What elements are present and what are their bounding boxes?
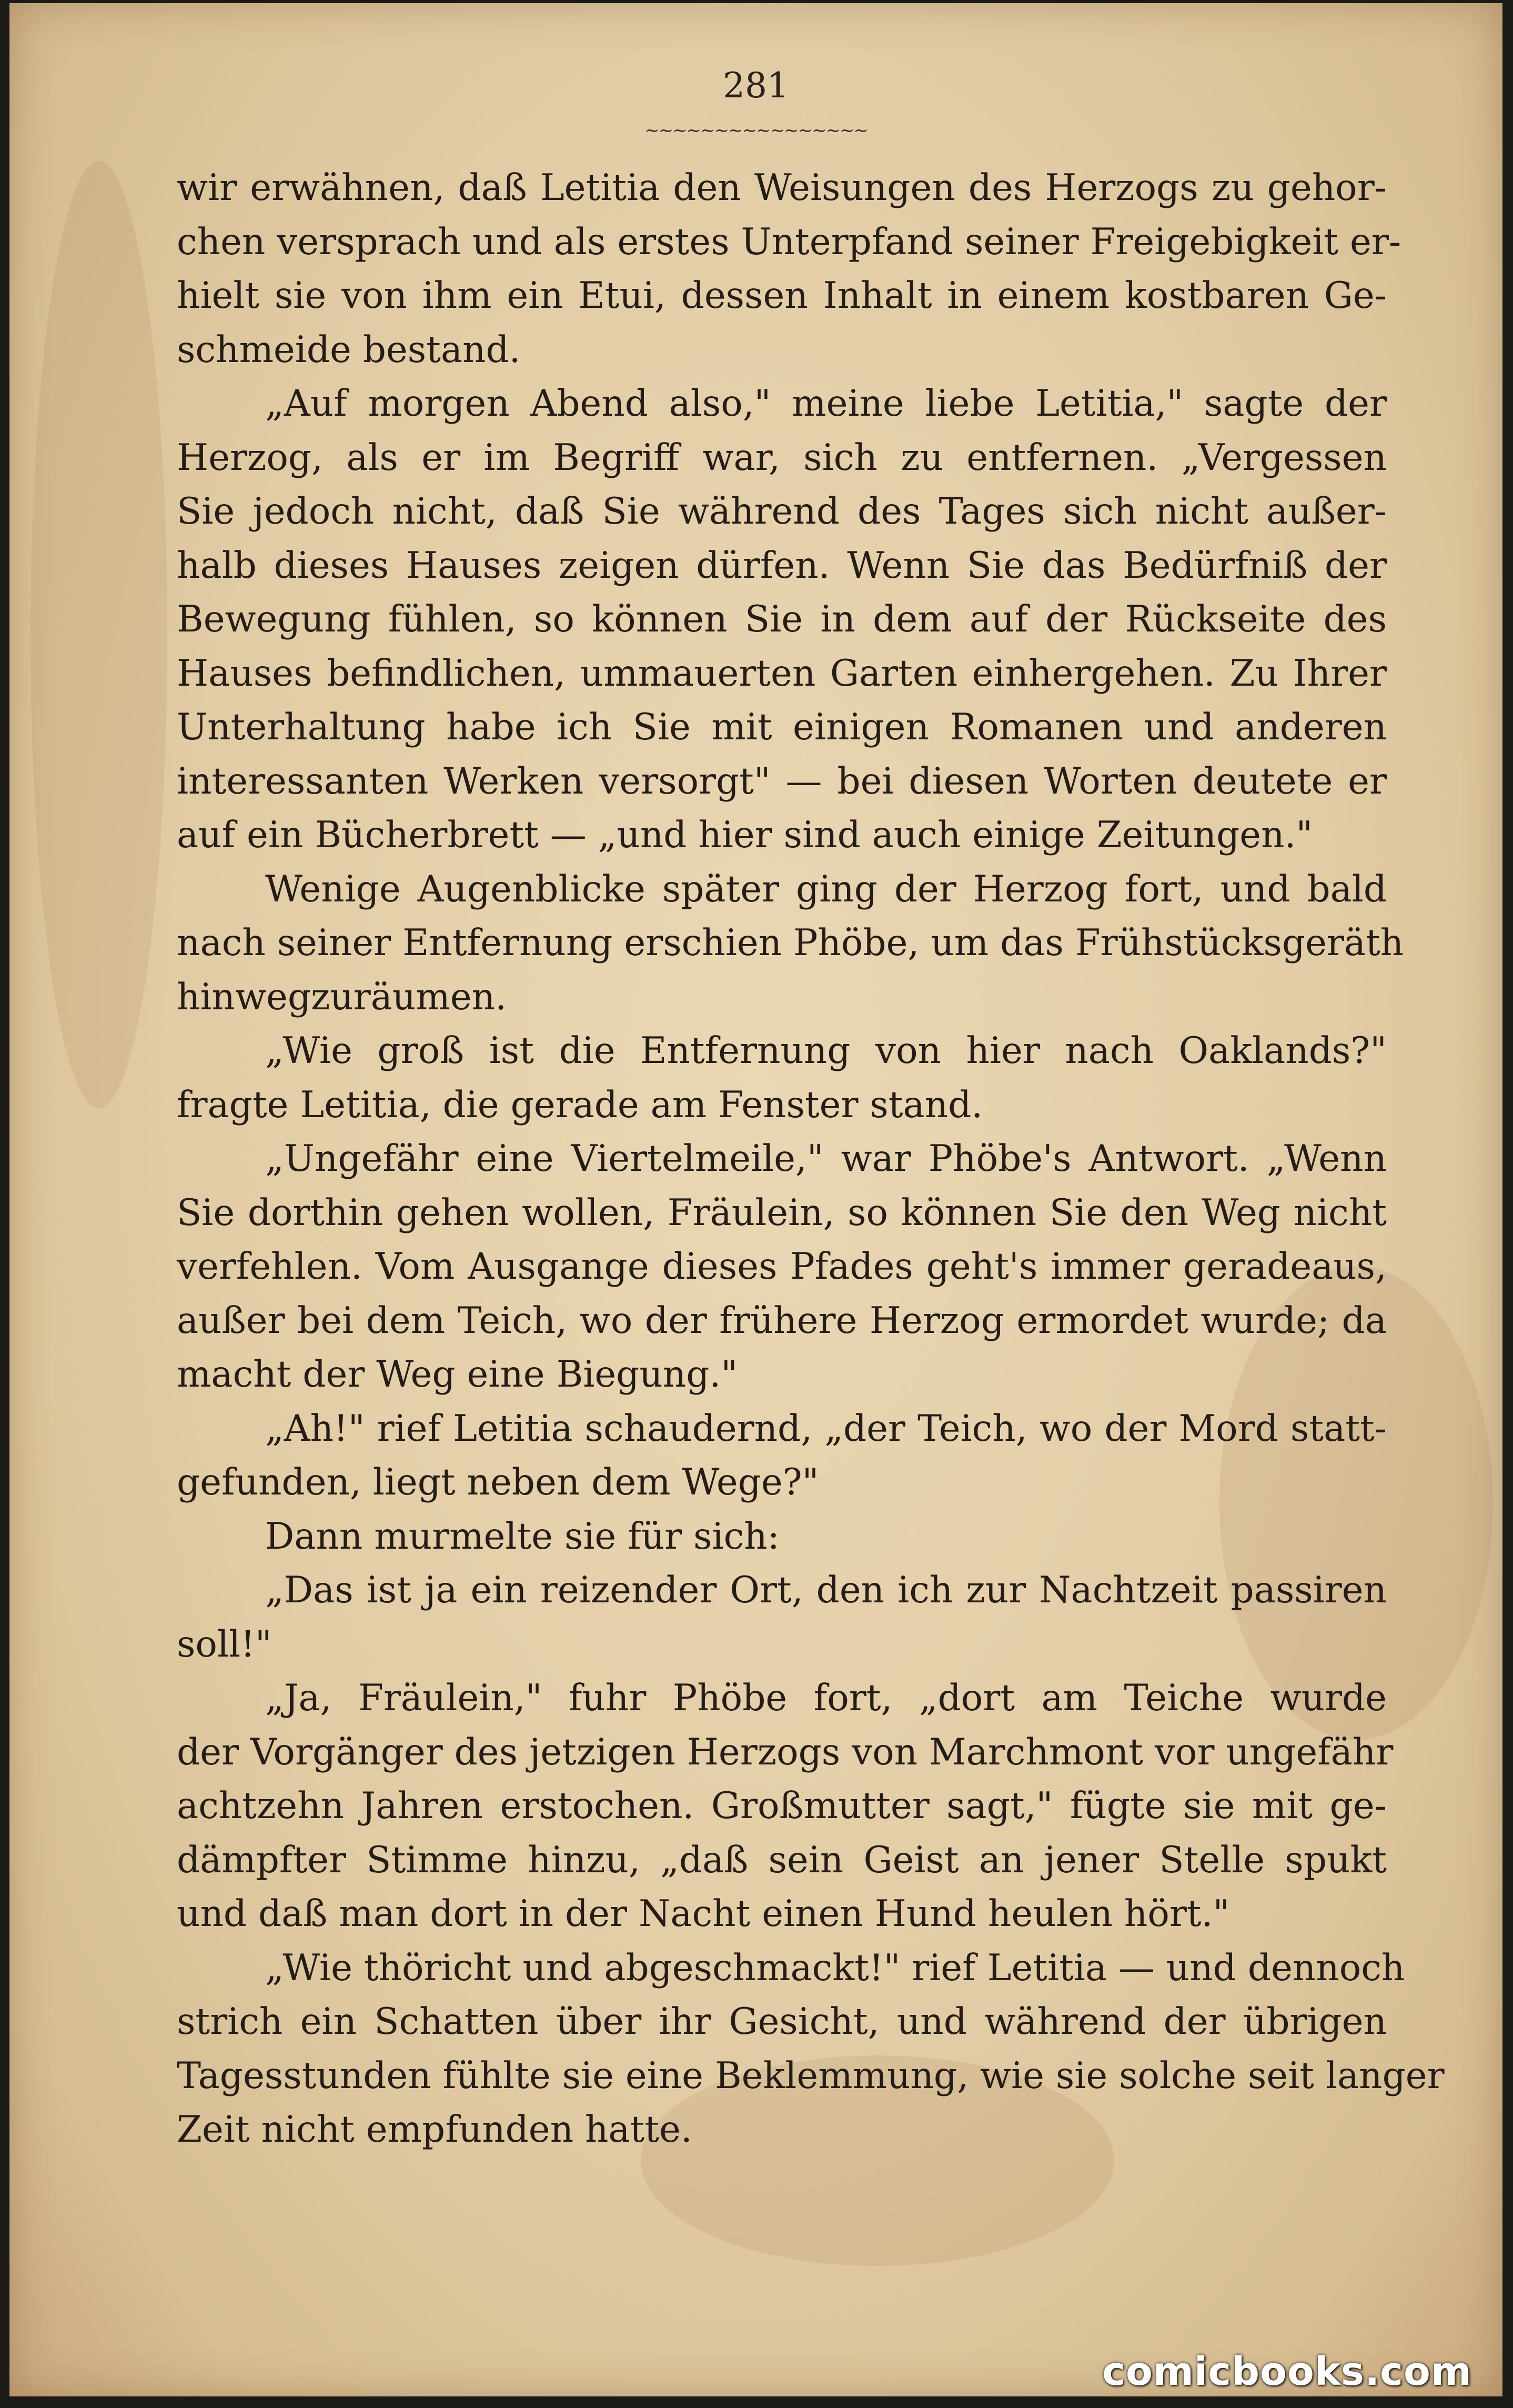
text-line: halb dieses Hauses zeigen dürfen. Wenn Sie das Bedürfniß der bbox=[177, 544, 1387, 587]
text-line: strich ein Schatten über ihr Gesicht, und während der übrigen bbox=[177, 2001, 1387, 2043]
text-line: „Auf morgen Abend also," meine liebe Letitia," sagte der bbox=[265, 383, 1387, 425]
text-line: Dann murmelte sie für sich: bbox=[265, 1515, 780, 1558]
text-line: verfehlen. Vom Ausgange dieses Pfades geht's immer geradeaus, bbox=[177, 1246, 1387, 1288]
text-line: Zeit nicht empfunden hatte. bbox=[177, 2109, 692, 2151]
text-line: „Ah!" rief Letitia schaudernd, „der Teich, wo der Mord statt- bbox=[265, 1407, 1387, 1450]
text-line: „Ja, Fräulein," fuhr Phöbe fort, „dort am Teiche wurde bbox=[265, 1677, 1387, 1719]
text-line: fragte Letitia, die gerade am Fenster stand. bbox=[177, 1083, 983, 1126]
text-line: wir erwähnen, daß Letitia den Weisungen des Herzogs zu gehor- bbox=[177, 167, 1387, 209]
text-line: Unterhaltung habe ich Sie mit einigen Romanen und anderen bbox=[177, 706, 1387, 748]
text-line: Sie jedoch nicht, daß Sie während des Tages sich nicht außer- bbox=[177, 490, 1387, 533]
text-line: „Das ist ja ein reizender Ort, den ich zur Nachtzeit passiren bbox=[265, 1569, 1387, 1611]
text-line: „Wie thöricht und abgeschmackt!" rief Letitia — und dennoch bbox=[265, 1947, 1405, 1989]
text-line: hinwegzuräumen. bbox=[177, 976, 507, 1018]
text-line: interessanten Werken versorgt" — bei diesen Worten deutete er bbox=[177, 760, 1387, 802]
text-line: Tagesstunden fühlte sie eine Beklemmung, wie sie solche seit langer bbox=[177, 2054, 1445, 2097]
text-line: Sie dorthin gehen wollen, Fräulein, so können Sie den Weg nicht bbox=[177, 1191, 1387, 1234]
text-line: achtzehn Jahren erstochen. Großmutter sagt," fügte sie mit ge- bbox=[177, 1785, 1387, 1827]
text-line: Wenige Augenblicke später ging der Herzog fort, und bald bbox=[265, 868, 1387, 910]
text-line: hielt sie von ihm ein Etui, dessen Inhalt in einem kostbaren Ge- bbox=[177, 275, 1387, 317]
text-line: „Wie groß ist die Entfernung von hier nach Oaklands?" bbox=[265, 1030, 1387, 1072]
page-number: 281 bbox=[723, 65, 789, 106]
decorative-rule: ~~~~~~~~~~~~~~~~ bbox=[644, 120, 868, 141]
text-line: chen versprach und als erstes Unterpfand seiner Freigebigkeit er- bbox=[177, 220, 1401, 263]
text-line: „Ungefähr eine Viertelmeile," war Phöbe's Antwort. „Wenn bbox=[265, 1138, 1387, 1180]
text-line: schmeide bestand. bbox=[177, 328, 521, 371]
site-watermark: comicbooks.com bbox=[1102, 2349, 1472, 2394]
text-line: gefunden, liegt neben dem Wege?" bbox=[177, 1461, 819, 1503]
text-line: der Vorgänger des jetzigen Herzogs von Marchmont vor ungefähr bbox=[177, 1731, 1394, 1773]
text-line: nach seiner Entfernung erschien Phöbe, um das Frühstücksgeräth bbox=[177, 922, 1404, 964]
text-line: Herzog, als er im Begriff war, sich zu entfernen. „Vergessen bbox=[177, 436, 1387, 479]
text-line: auf ein Bücherbrett — „und hier sind auch einige Zeitungen." bbox=[177, 814, 1313, 856]
text-line: und daß man dort in der Nacht einen Hund heulen hört." bbox=[177, 1893, 1230, 1935]
paper-stain bbox=[31, 161, 167, 1108]
body-text bbox=[177, 161, 1445, 2157]
book-page bbox=[9, 3, 1502, 2396]
text-line: soll!" bbox=[177, 1623, 272, 1665]
text-line: macht der Weg eine Biegung." bbox=[177, 1353, 738, 1396]
text-line: Hauses befindlichen, ummauerten Garten einhergehen. Zu Ihrer bbox=[177, 652, 1387, 695]
text-line: dämpfter Stimme hinzu, „daß sein Geist an jener Stelle spukt bbox=[177, 1839, 1387, 1881]
text-line: außer bei dem Teich, wo der frühere Herzog ermordet wurde; da bbox=[177, 1299, 1387, 1342]
text-line: Bewegung fühlen, so können Sie in dem auf der Rückseite des bbox=[177, 598, 1387, 640]
